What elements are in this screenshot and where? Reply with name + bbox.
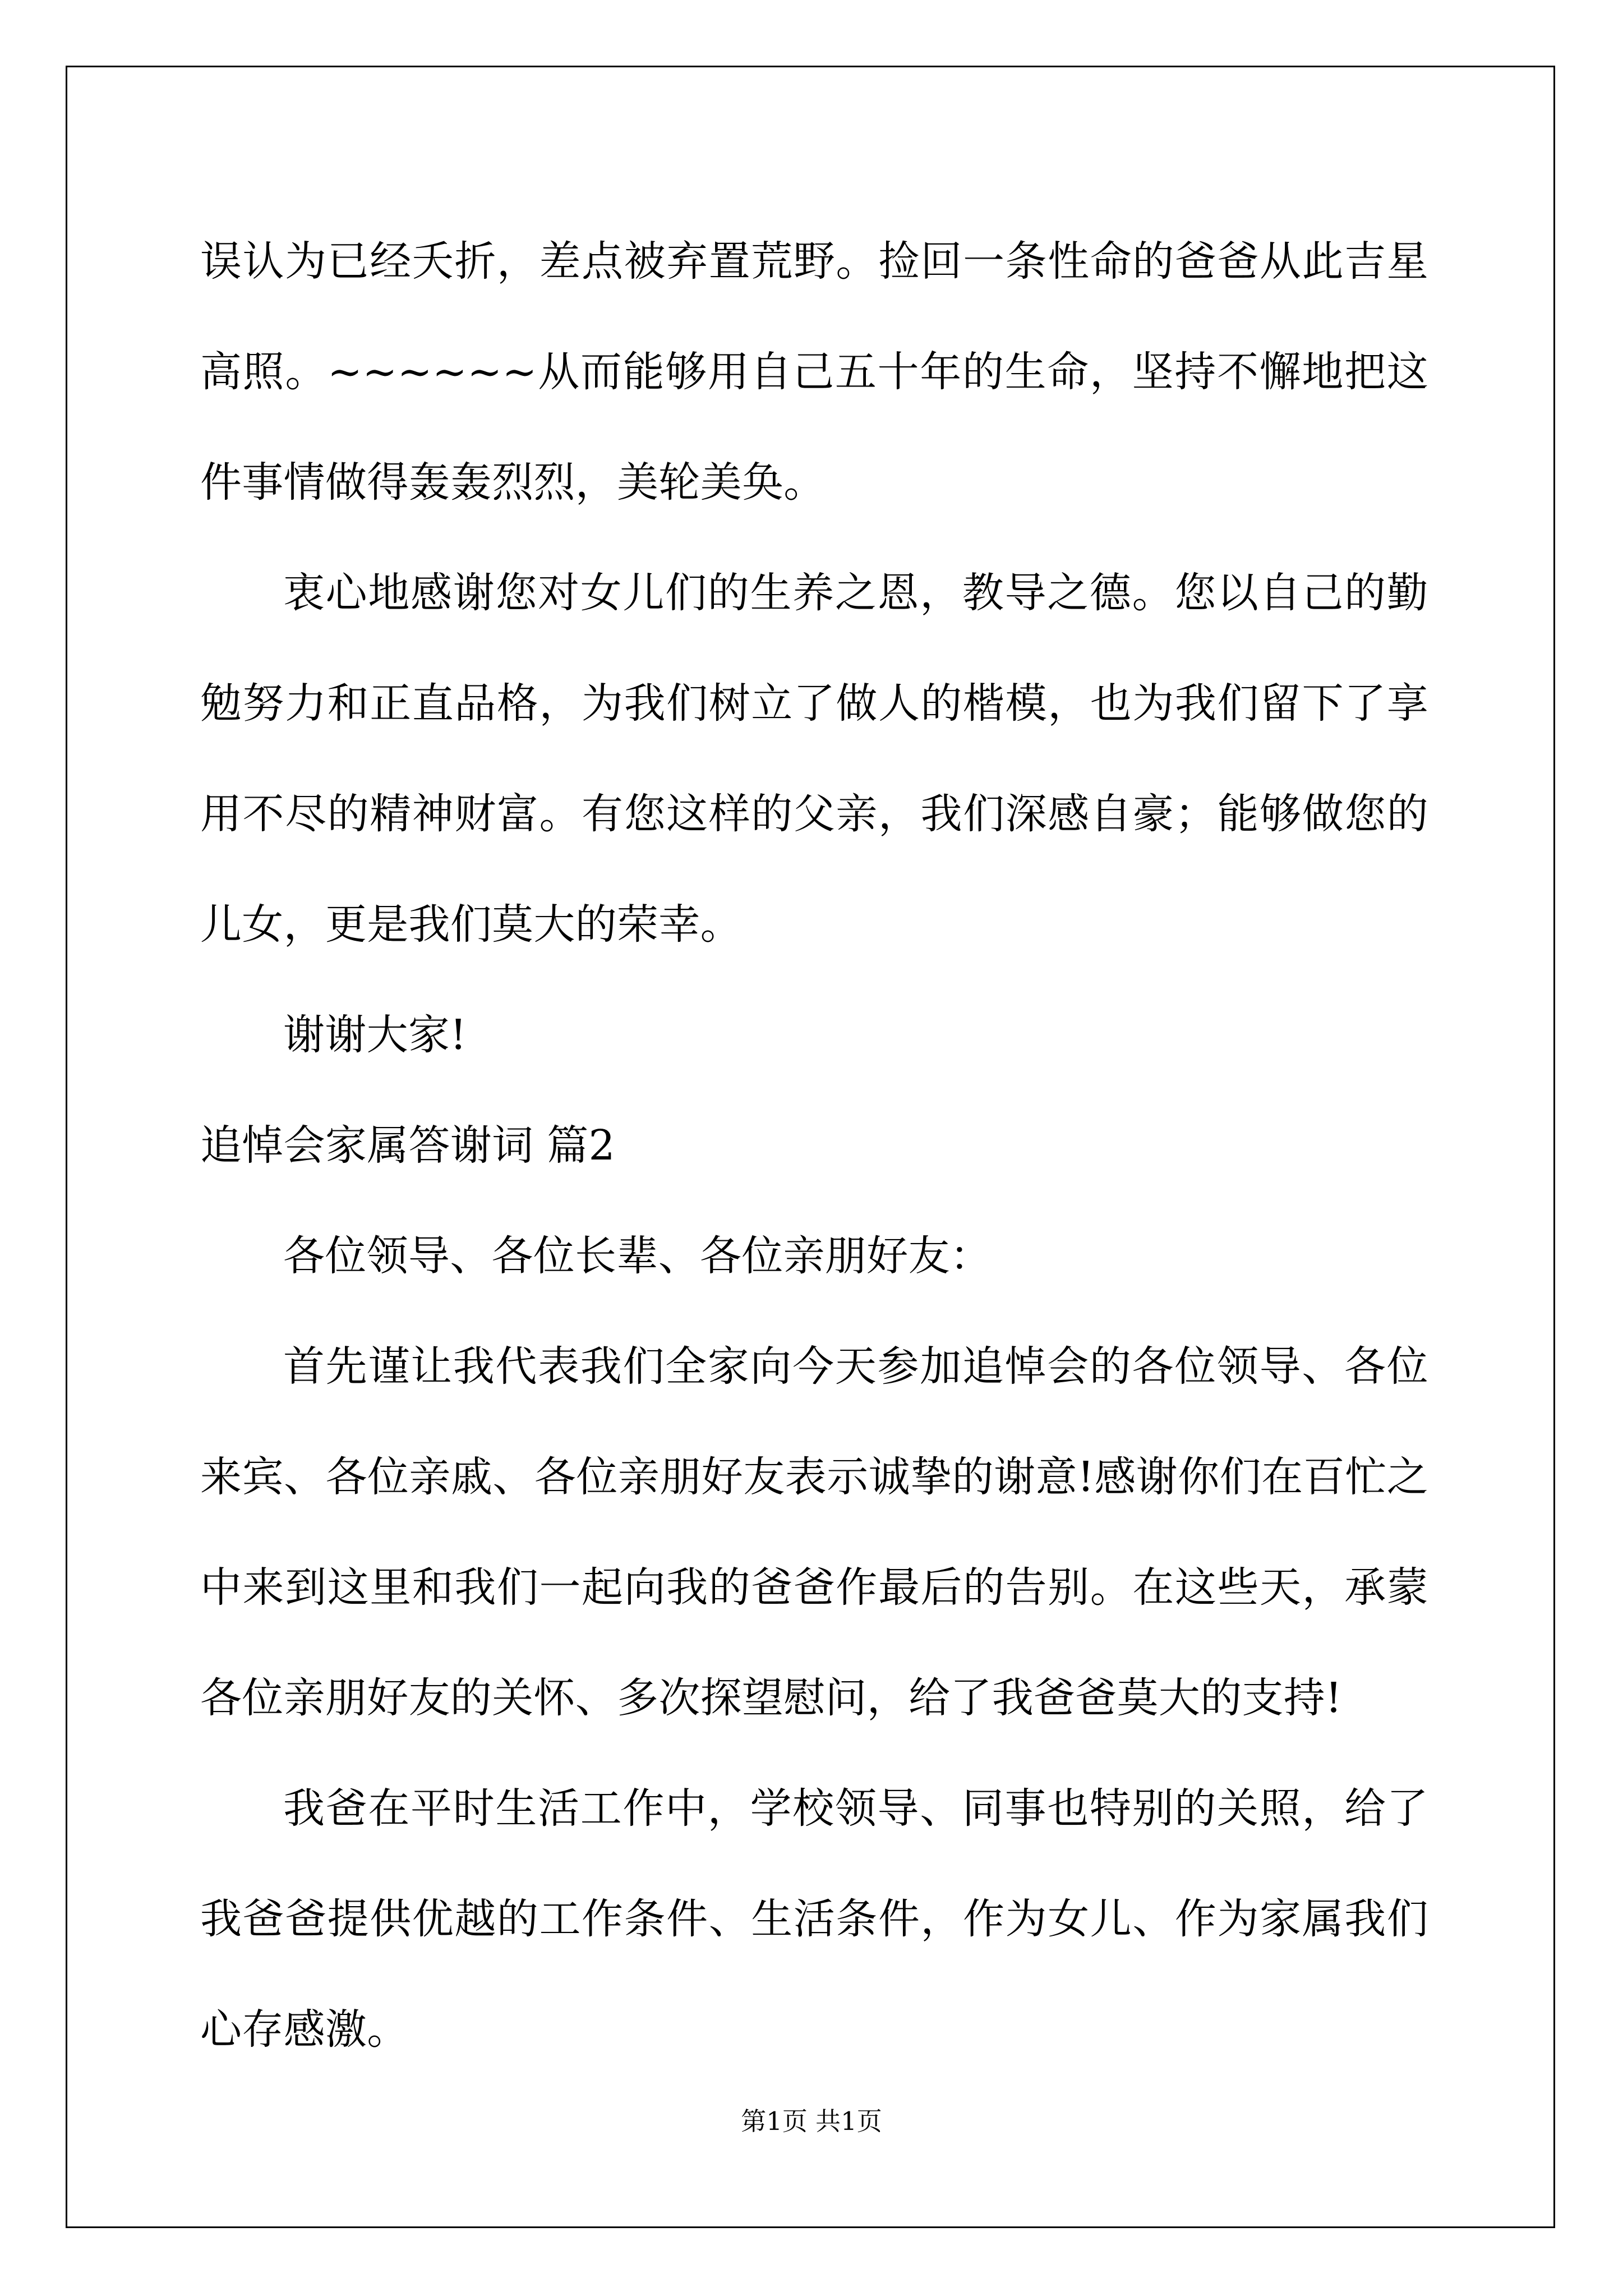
paragraph-workplace: 我爸在平时生活工作中，学校领导、同事也特别的关照，给了我爸爸提供优越的工作条件、生活条件，作为女儿、作为家属我们心存感激。 — [200, 1784, 1428, 2054]
paragraph-continuation: 误认为已经夭折，差点被弃置荒野。捡回一条性命的爸爸从此吉星高照。~~~~~~从而能够用自己五十年的生命，坚持不懈地把这件事情做得轰轰烈烈，美轮美奂。 — [200, 237, 1428, 507]
section-title: 追悼会家属答谢词 篇2 — [200, 1121, 615, 1170]
paragraph-salutation: 各位领导、各位长辈、各位亲朋好友： — [283, 1232, 992, 1280]
paragraph-gratitude: 衷心地感谢您对女儿们的生养之恩，教导之德。您以自己的勤勉努力和正直品格，为我们树立了做人的楷模，也为我们留下了享用不尽的精神财富。有您这样的父亲，我们深感自豪；能够做您的儿女，更是我们莫大的荣幸。 — [200, 569, 1428, 949]
paragraph-thanks: 谢谢大家! — [283, 1011, 467, 1059]
page-number: 第1页 共1页 — [741, 2106, 882, 2136]
document-body — [200, 206, 1428, 2085]
paragraph-appreciation: 首先谨让我代表我们全家向今天参加追悼会的各位领导、各位来宾、各位亲戚、各位亲朋好友表示诚挚的谢意!感谢你们在百忙之中来到这里和我们一起向我的爸爸作最后的告别。在这些天，承蒙各位亲朋好友的关怀、多次探望慰问，给了我爸爸莫大的支持! — [200, 1342, 1428, 1722]
